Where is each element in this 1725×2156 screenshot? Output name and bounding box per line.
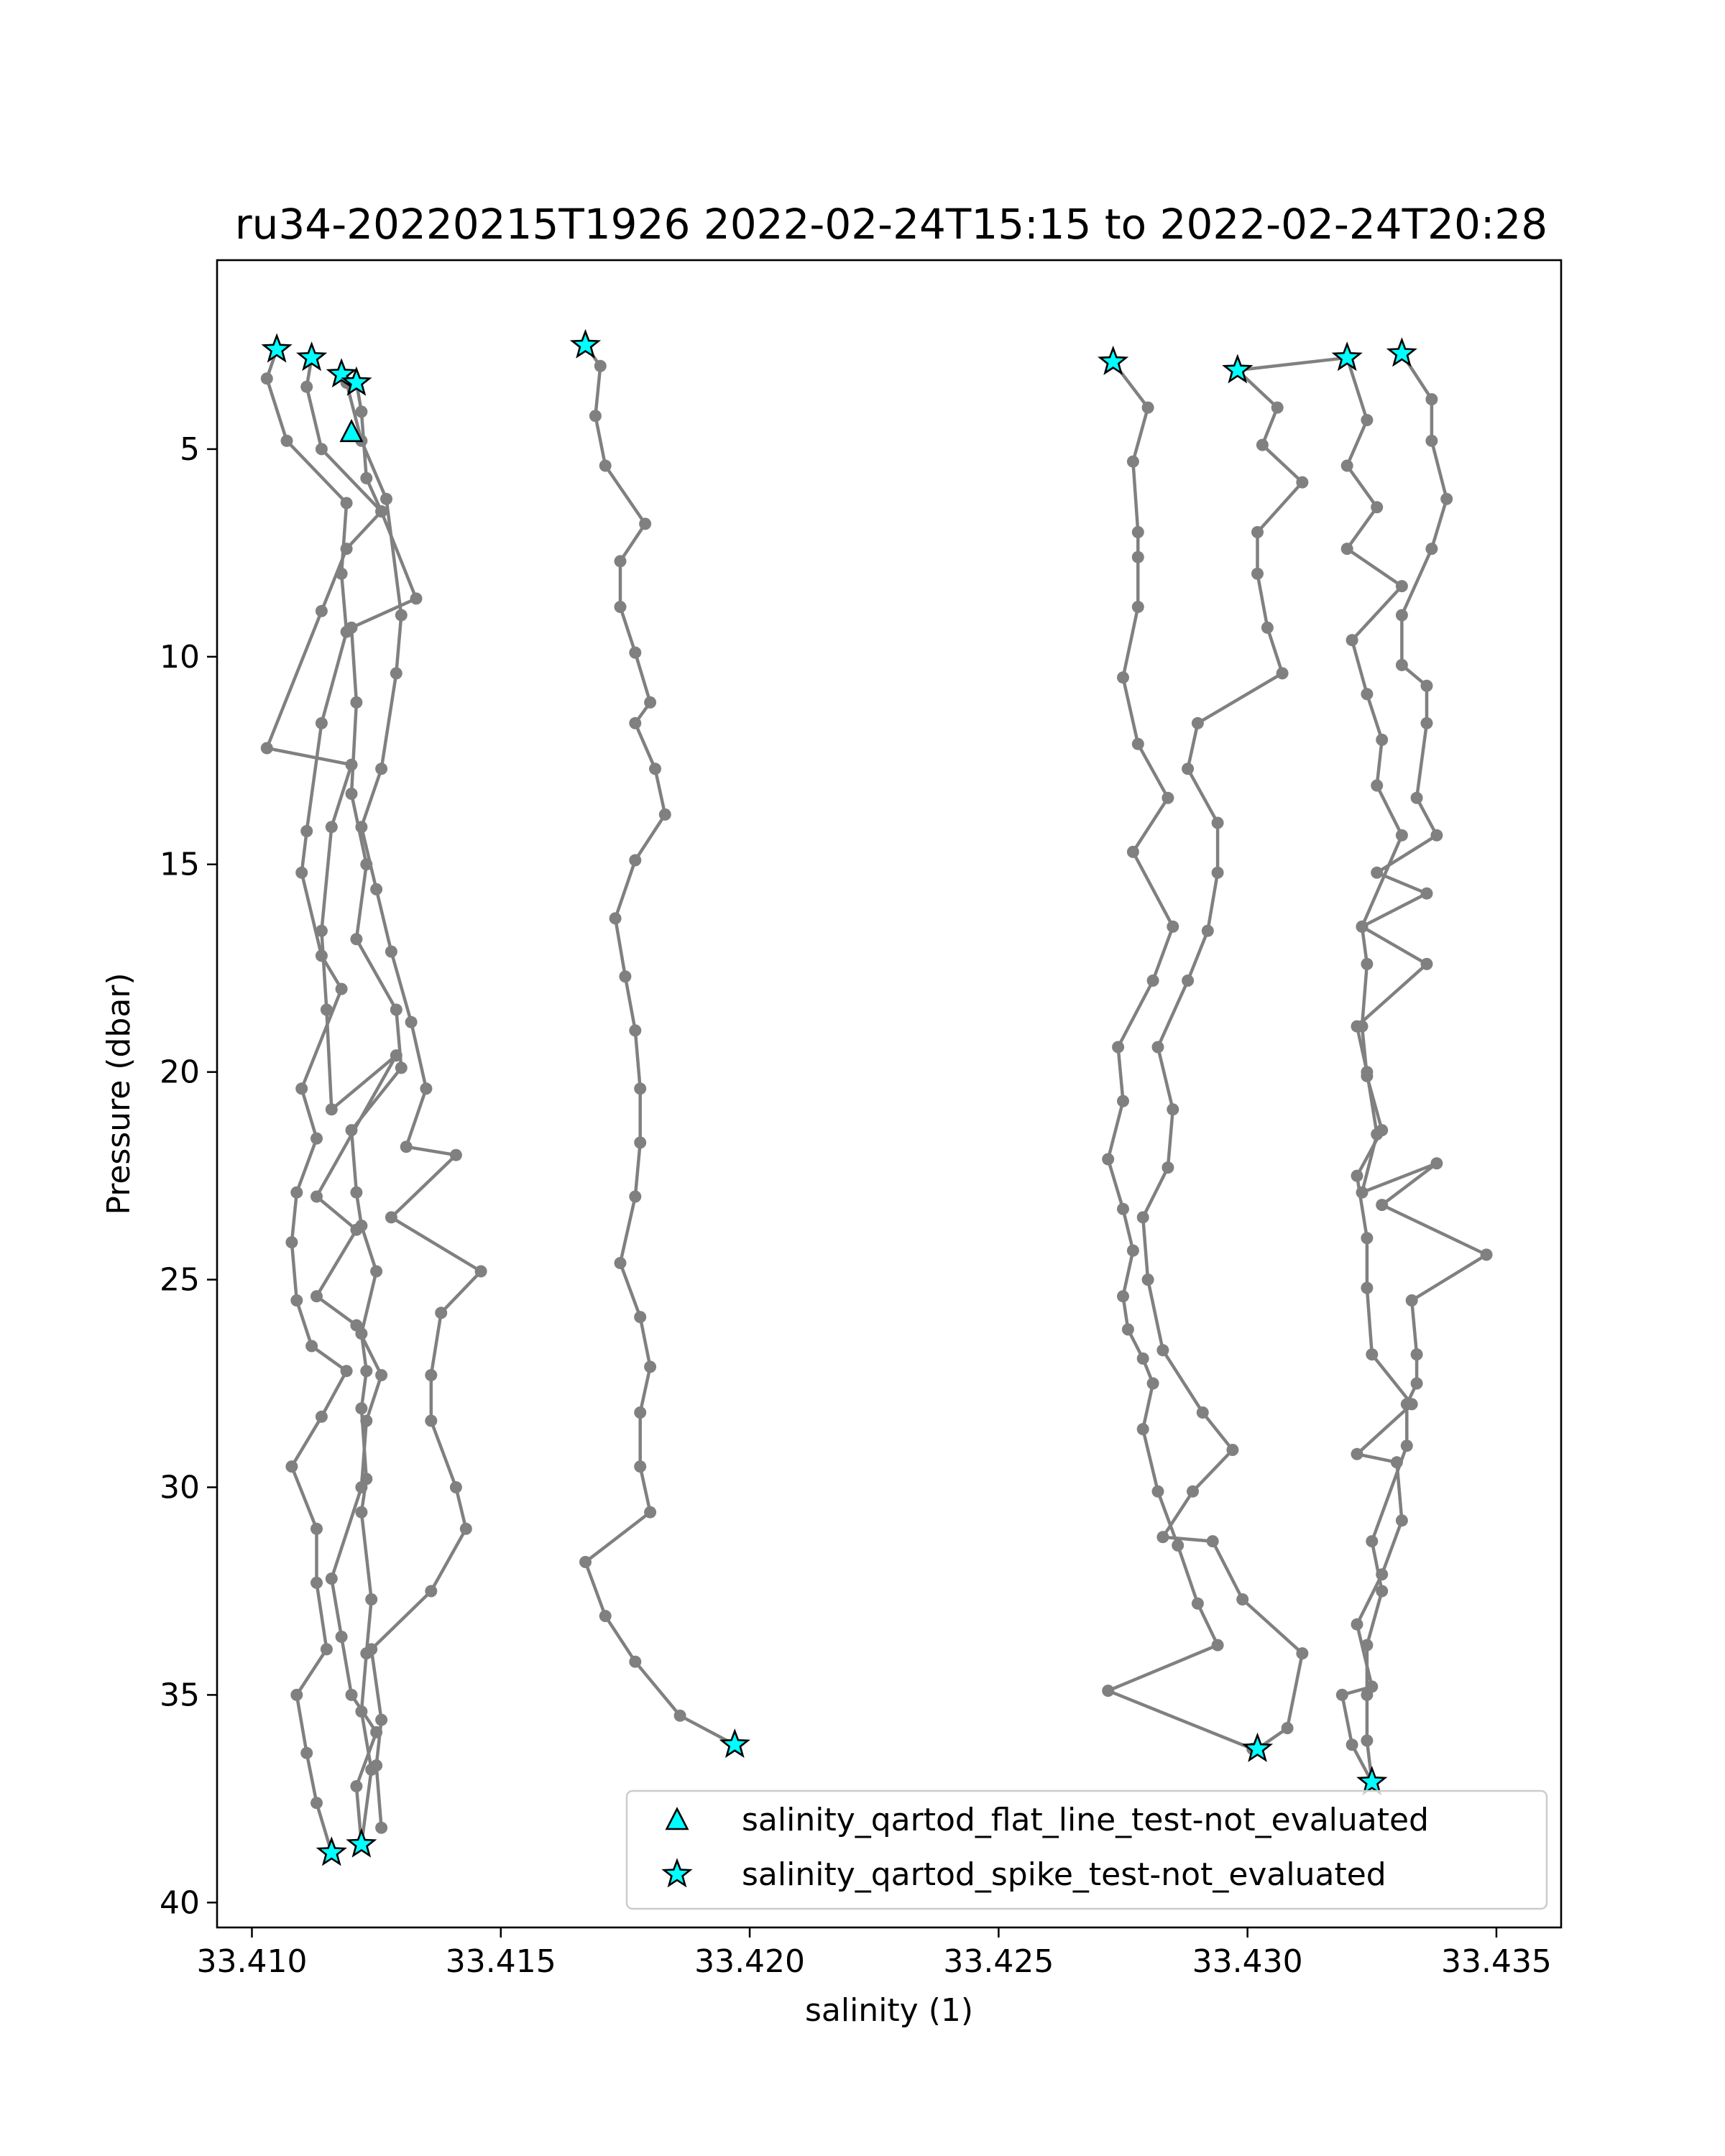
data-point (346, 1689, 358, 1701)
data-point (425, 1415, 437, 1427)
data-point (589, 410, 602, 422)
data-point (1142, 402, 1154, 414)
data-point (346, 1124, 358, 1136)
data-point (310, 1523, 323, 1535)
data-point (1421, 958, 1433, 970)
data-point (659, 808, 671, 821)
data-point (1401, 1398, 1413, 1410)
data-point (1425, 393, 1438, 405)
data-point (634, 1082, 646, 1095)
data-point (1156, 1531, 1169, 1543)
data-point (305, 1340, 318, 1353)
data-point (1137, 1353, 1149, 1365)
data-point (1137, 1211, 1149, 1223)
data-point (300, 381, 313, 393)
data-point (1182, 975, 1194, 987)
data-point (1371, 867, 1383, 879)
data-point (594, 360, 607, 372)
data-point (1361, 1689, 1373, 1701)
data-point (341, 497, 353, 510)
data-point (390, 1004, 402, 1016)
data-point (350, 933, 362, 945)
data-point (310, 1191, 323, 1203)
data-point (1167, 921, 1179, 933)
legend-label-flat-line: salinity_qartod_flat_line_test-not_evaluated (742, 1802, 1429, 1838)
data-point (634, 1406, 646, 1419)
data-point (316, 605, 328, 617)
y-tick-label: 10 (160, 638, 200, 676)
legend-label-spike: salinity_qartod_spike_test-not_evaluated (742, 1856, 1386, 1893)
data-point (1271, 402, 1284, 414)
spike-flag-marker (1244, 1736, 1270, 1760)
chart-title: ru34-20220215T1926 2022-02-24T15:15 to 2022-02-24T20:28 (234, 200, 1548, 249)
y-tick-label: 25 (160, 1261, 200, 1299)
data-point (395, 609, 408, 622)
data-point (1341, 543, 1353, 555)
data-point (1182, 763, 1194, 775)
data-point (1425, 543, 1438, 555)
x-tick-label: 33.410 (196, 1943, 308, 1980)
x-axis (196, 1927, 1551, 1980)
data-point (1351, 1170, 1363, 1182)
data-point (1361, 688, 1373, 700)
data-point (1346, 634, 1358, 646)
data-point (1440, 493, 1453, 505)
data-point (1132, 526, 1144, 538)
data-point (365, 1593, 377, 1606)
data-point (1117, 671, 1129, 683)
data-point (350, 696, 362, 709)
data-point (1351, 1448, 1363, 1460)
data-point (1187, 1485, 1199, 1498)
data-point (336, 983, 348, 995)
data-point (1152, 1485, 1164, 1498)
data-point (290, 1689, 303, 1701)
data-point (1261, 622, 1274, 634)
y-tick-label: 15 (160, 846, 200, 883)
y-tick-label: 30 (160, 1469, 200, 1506)
data-point (1156, 1344, 1169, 1356)
data-point (619, 970, 631, 982)
data-point (261, 742, 273, 755)
data-point (425, 1369, 437, 1381)
data-point (1361, 1639, 1373, 1651)
spike-flag-marker (349, 1830, 374, 1855)
data-point (1421, 888, 1433, 900)
data-point (350, 1780, 362, 1792)
data-point (1142, 1273, 1154, 1286)
data-point (310, 1797, 323, 1809)
data-point (629, 1191, 641, 1203)
data-point (1376, 734, 1388, 746)
x-tick-label: 33.435 (1440, 1943, 1552, 1980)
profile-series (336, 368, 423, 1851)
data-point (1481, 1248, 1493, 1261)
data-point (355, 821, 367, 833)
data-point (1430, 829, 1443, 842)
data-point (450, 1481, 462, 1493)
data-point (644, 696, 656, 709)
series-layer (261, 339, 1493, 1859)
data-point (290, 1294, 303, 1307)
data-point (629, 1024, 641, 1036)
data-point (649, 763, 661, 775)
data-point (316, 925, 328, 937)
data-point (350, 1187, 362, 1199)
data-point (1167, 1103, 1179, 1115)
data-point (615, 555, 627, 567)
data-point (1162, 792, 1174, 804)
data-point (634, 1460, 646, 1473)
data-point (1411, 792, 1423, 804)
data-point (310, 1577, 323, 1589)
data-point (326, 821, 338, 833)
x-tick-label: 33.420 (694, 1943, 806, 1980)
data-point (355, 1506, 367, 1519)
data-point (310, 1290, 323, 1302)
data-point (1251, 526, 1264, 538)
data-point (285, 1236, 298, 1248)
data-point (1401, 1439, 1413, 1452)
data-point (1192, 717, 1204, 729)
data-point (1112, 1041, 1124, 1054)
data-point (1361, 1735, 1373, 1747)
y-tick-label: 20 (160, 1054, 200, 1091)
data-point (1282, 1722, 1294, 1734)
data-point (1366, 1348, 1378, 1360)
data-point (1361, 1282, 1373, 1294)
data-point (610, 912, 622, 924)
data-point (1102, 1685, 1114, 1697)
data-point (629, 647, 641, 659)
data-point (380, 493, 392, 505)
data-point (326, 1103, 338, 1115)
data-point (1127, 456, 1139, 468)
profile-series (1102, 356, 1259, 1755)
data-point (1411, 1378, 1423, 1390)
data-point (1147, 1378, 1159, 1390)
data-point (1212, 817, 1224, 829)
data-point (1351, 1618, 1363, 1631)
data-point (1421, 717, 1433, 729)
data-point (316, 443, 328, 455)
data-point (1212, 867, 1224, 879)
data-point (1396, 1514, 1408, 1526)
data-point (281, 435, 293, 447)
data-point (346, 788, 358, 800)
data-point (370, 883, 382, 895)
data-point (629, 717, 641, 729)
data-point (1236, 1593, 1248, 1606)
data-point (1102, 1153, 1114, 1166)
data-point (375, 1822, 387, 1834)
data-point (365, 1643, 377, 1655)
data-point (460, 1523, 472, 1535)
data-point (360, 1473, 372, 1485)
data-point (1226, 1444, 1238, 1456)
data-point (1361, 414, 1373, 426)
data-point (1207, 1535, 1219, 1547)
data-point (1356, 1187, 1368, 1199)
y-tick-label: 40 (160, 1884, 200, 1922)
data-point (1371, 780, 1383, 792)
data-point (405, 1016, 418, 1028)
data-point (390, 667, 402, 679)
data-point (285, 1460, 298, 1473)
data-point (1122, 1323, 1134, 1335)
data-point (295, 1082, 308, 1095)
data-point (1296, 1647, 1308, 1659)
x-tick-label: 33.425 (943, 1943, 1054, 1980)
y-tick-label: 5 (180, 430, 200, 468)
y-axis-label: Pressure (dbar) (101, 972, 137, 1215)
data-point (355, 1327, 367, 1340)
data-point (599, 460, 612, 472)
data-point (410, 592, 423, 604)
data-point (1162, 1161, 1174, 1174)
data-point (261, 372, 273, 384)
data-point (300, 825, 313, 837)
y-axis (160, 431, 217, 1921)
data-point (1192, 1598, 1204, 1610)
data-point (375, 505, 387, 517)
data-point (1127, 846, 1139, 858)
series-line (586, 346, 735, 1745)
data-point (1371, 501, 1383, 513)
data-point (1256, 439, 1269, 451)
data-point (1152, 1041, 1164, 1054)
x-axis-label: salinity (1) (804, 1992, 974, 2029)
data-point (316, 717, 328, 729)
data-point (385, 1211, 397, 1223)
x-tick-label: 33.430 (1192, 1943, 1303, 1980)
data-point (375, 1369, 387, 1381)
data-point (375, 1714, 387, 1726)
data-point (295, 867, 308, 879)
data-point (1430, 1157, 1443, 1169)
data-point (674, 1710, 686, 1722)
data-point (316, 1411, 328, 1423)
data-point (629, 1656, 641, 1668)
profile-series (1137, 364, 1309, 1755)
data-point (1276, 667, 1289, 679)
spike-flag-marker (264, 336, 290, 360)
data-point (370, 1759, 382, 1772)
data-point (300, 1747, 313, 1759)
data-point (1336, 1689, 1348, 1701)
data-point (1361, 1066, 1373, 1078)
data-point (355, 1402, 367, 1414)
x-tick-label: 33.415 (445, 1943, 556, 1980)
data-point (341, 543, 353, 555)
y-tick-label: 35 (160, 1677, 200, 1714)
data-point (475, 1266, 487, 1278)
data-point (1251, 568, 1264, 580)
data-point (1132, 551, 1144, 563)
data-point (400, 1141, 413, 1153)
data-point (420, 1082, 432, 1095)
data-point (1396, 580, 1408, 592)
data-point (346, 622, 358, 634)
data-point (634, 1136, 646, 1148)
data-point (321, 1004, 333, 1016)
data-point (310, 1133, 323, 1145)
data-point (1396, 829, 1408, 842)
data-point (375, 763, 387, 775)
data-point (1197, 1406, 1209, 1419)
data-point (1132, 601, 1144, 613)
data-point (1132, 738, 1144, 750)
data-point (1356, 921, 1368, 933)
data-point (1376, 1585, 1388, 1598)
series-line (1143, 370, 1302, 1749)
data-point (355, 1705, 367, 1718)
plot-frame (217, 260, 1561, 1927)
data-point (1117, 1203, 1129, 1215)
data-point (425, 1585, 437, 1598)
data-point (360, 1365, 372, 1377)
data-point (336, 1631, 348, 1643)
data-point (1421, 680, 1433, 692)
data-point (385, 946, 397, 958)
data-point (1341, 460, 1353, 472)
data-point (634, 1311, 646, 1323)
series-line (267, 358, 396, 1845)
spike-flag-marker (1389, 340, 1414, 364)
data-point (435, 1307, 447, 1319)
data-point (1117, 1095, 1129, 1107)
spike-flag-marker (722, 1731, 748, 1756)
spike-flag-marker (1359, 1769, 1385, 1793)
data-point (1127, 1245, 1139, 1257)
data-point (1425, 435, 1438, 447)
data-point (599, 1610, 612, 1622)
data-point (360, 472, 372, 484)
data-point (1147, 975, 1159, 987)
data-point (321, 1643, 333, 1655)
data-point (1366, 1535, 1378, 1547)
data-point (355, 405, 367, 418)
data-point (355, 1220, 367, 1232)
data-point (341, 1365, 353, 1377)
data-point (1396, 609, 1408, 622)
data-point (1172, 1539, 1184, 1552)
series-line (341, 374, 416, 1844)
data-point (1406, 1294, 1418, 1307)
profile-series (1351, 348, 1493, 1789)
data-point (290, 1187, 303, 1199)
legend (627, 1791, 1547, 1909)
data-point (1137, 1423, 1149, 1435)
data-point (395, 1061, 408, 1074)
profile-series (261, 351, 402, 1851)
spike-flag-marker (572, 332, 598, 356)
data-point (450, 1149, 462, 1161)
spike-flag-marker (1334, 344, 1360, 369)
data-point (1351, 1021, 1363, 1033)
spike-flag-marker (1100, 349, 1126, 373)
profile-series (579, 339, 741, 1751)
data-point (1396, 659, 1408, 671)
data-point (1202, 925, 1214, 937)
spike-flag-marker (318, 1839, 344, 1864)
data-point (639, 517, 651, 530)
data-point (1346, 1738, 1358, 1751)
data-point (1371, 1128, 1383, 1141)
data-point (579, 1556, 592, 1568)
data-point (326, 1572, 338, 1585)
data-point (1296, 476, 1308, 489)
data-point (1376, 1199, 1388, 1211)
data-point (644, 1506, 656, 1519)
data-point (615, 601, 627, 613)
data-point (1361, 958, 1373, 970)
data-point (1117, 1290, 1129, 1302)
data-point (1361, 1232, 1373, 1244)
data-point (644, 1360, 656, 1373)
data-point (1411, 1348, 1423, 1360)
marker-layer (264, 332, 1414, 1864)
data-point (629, 854, 641, 867)
data-point (615, 1257, 627, 1269)
data-point (370, 1266, 382, 1278)
series-line (1238, 358, 1347, 370)
data-point (1212, 1639, 1224, 1651)
